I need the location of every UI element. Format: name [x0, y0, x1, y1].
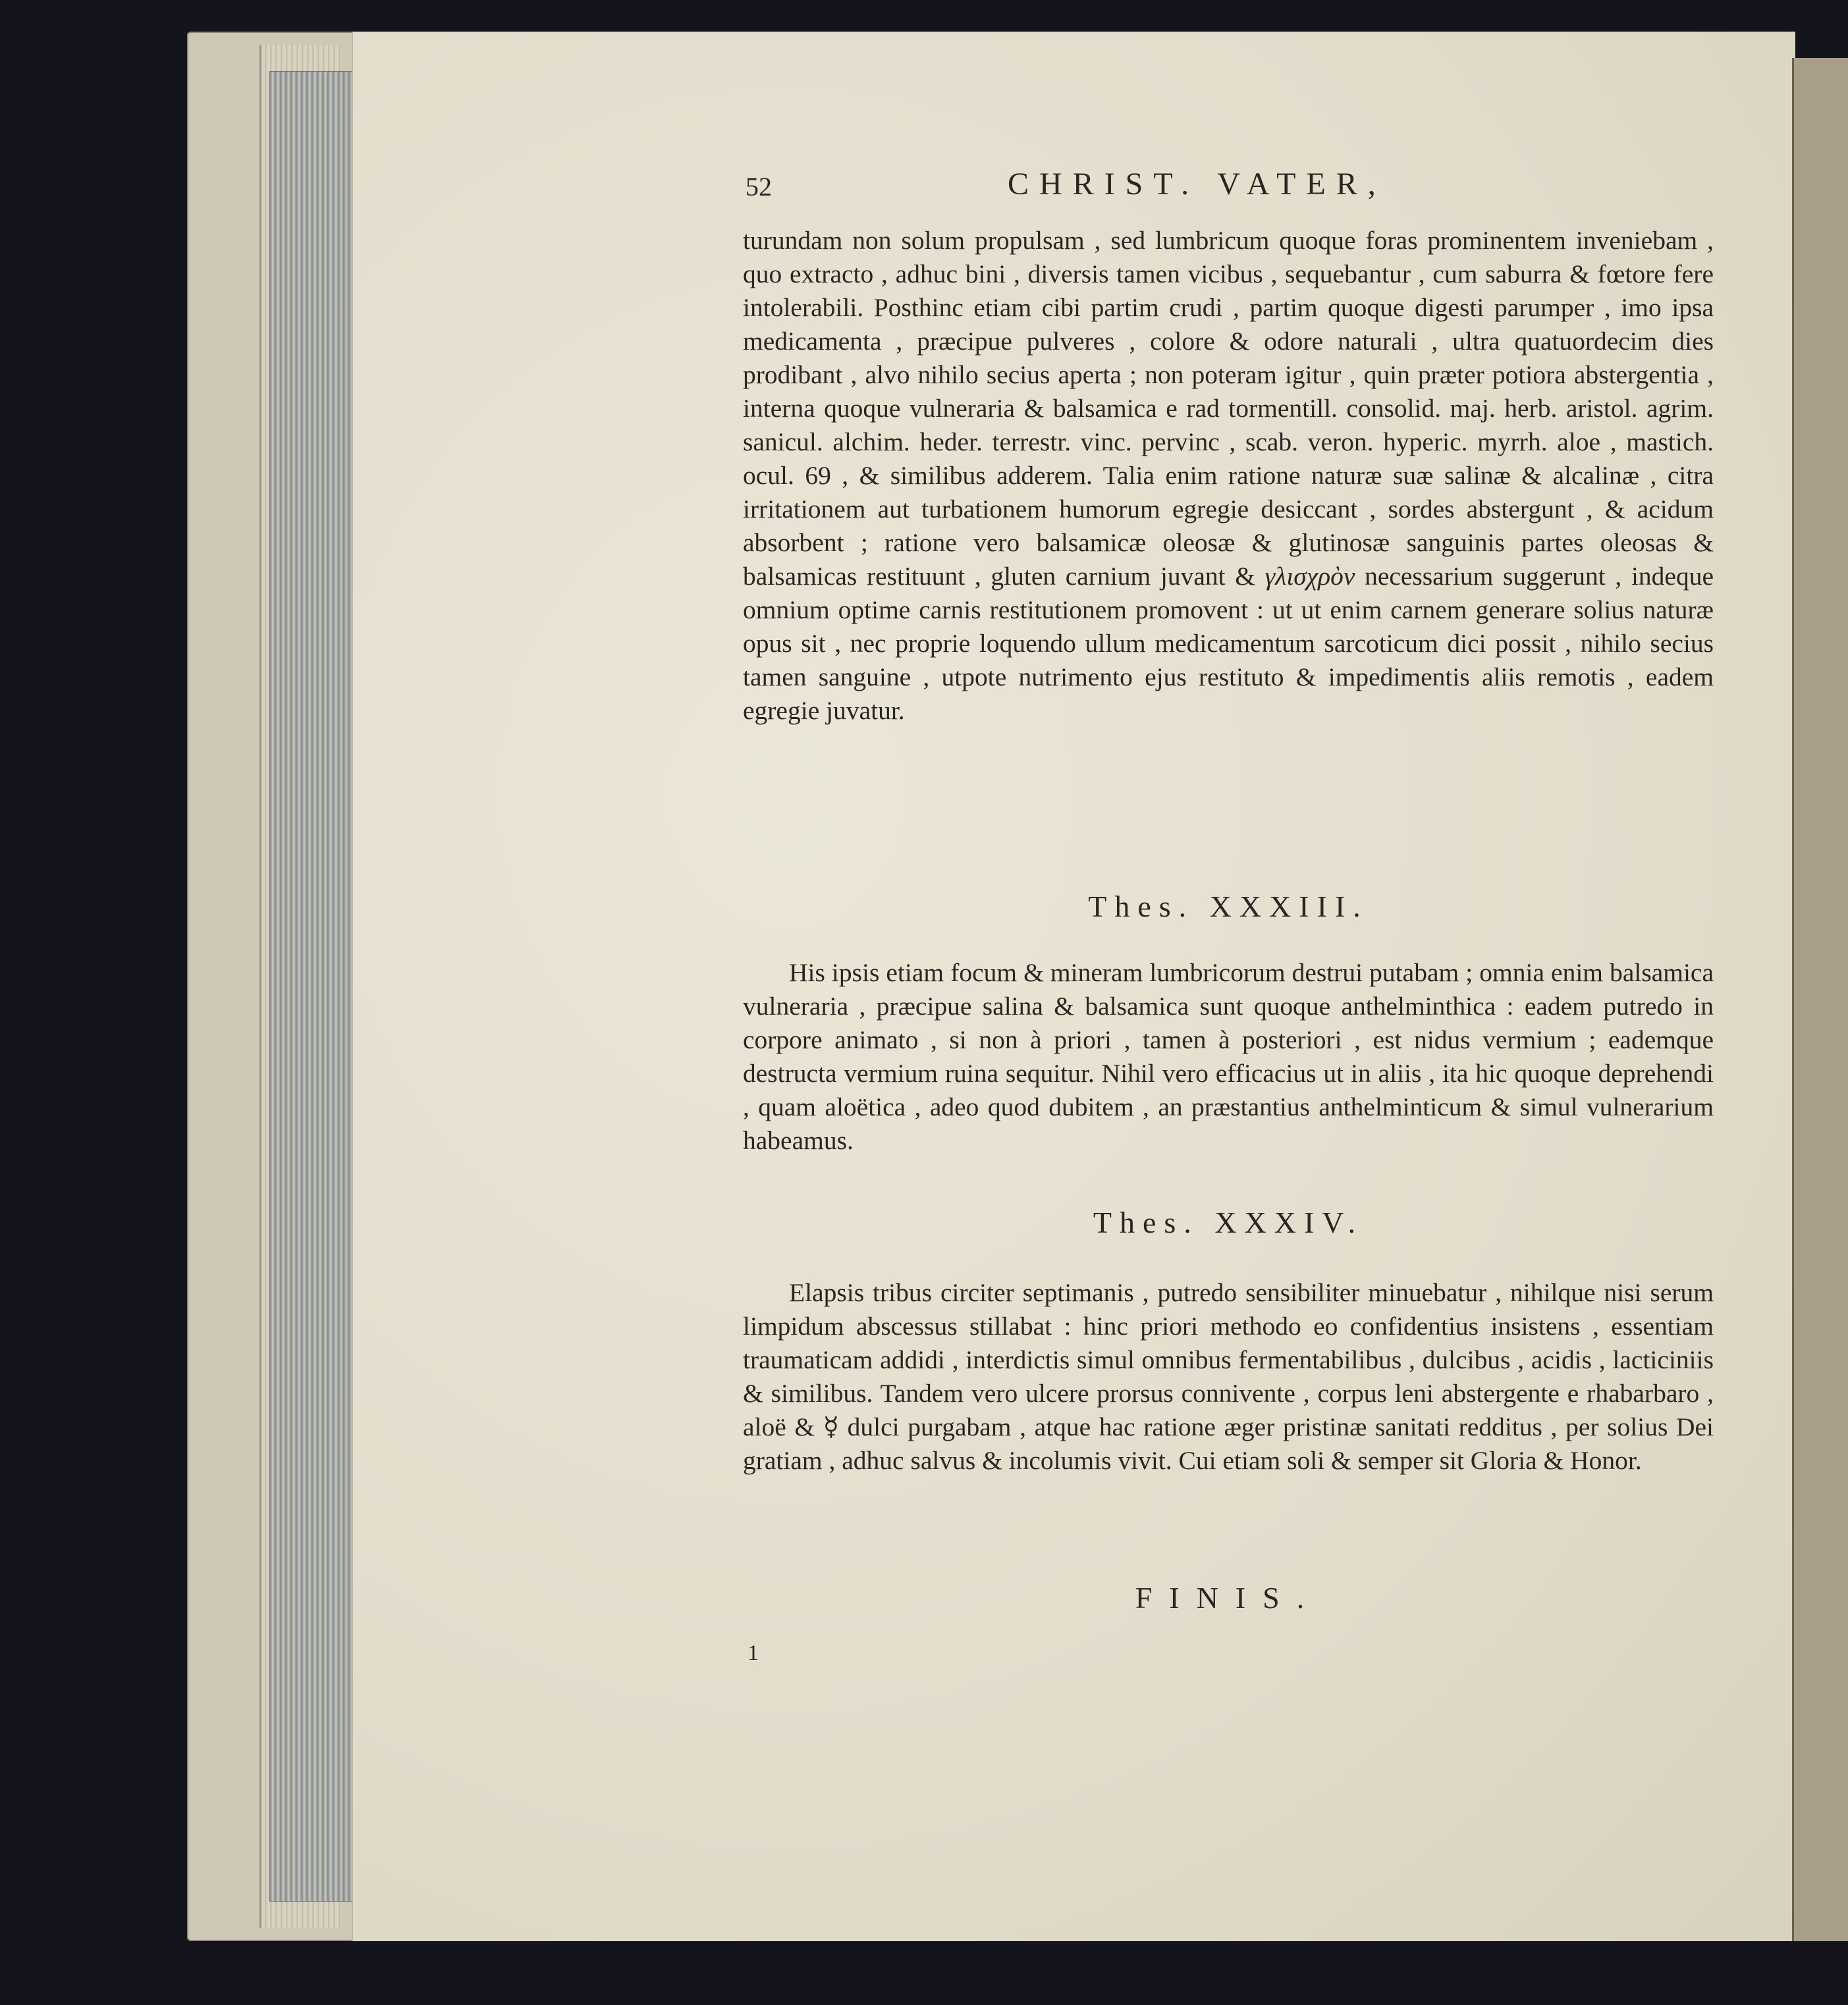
finis-heading: FINIS.	[1135, 1581, 1322, 1615]
section-heading-xxxiv: Thes. XXXIV.	[1093, 1206, 1364, 1239]
paragraph-2	[743, 956, 1714, 1158]
facing-page-edge	[1792, 58, 1848, 1941]
signature-mark: 1	[747, 1641, 759, 1665]
section-heading-xxxiii: Thes. XXXIII.	[1088, 890, 1369, 923]
greek-word: γλισχρὸν	[1264, 562, 1355, 591]
paragraph-3	[743, 1276, 1714, 1478]
page-content	[573, 151, 1714, 1665]
page-number: 52	[746, 172, 772, 201]
paragraph-2-text: His ipsis etiam focum & mineram lumbricorum destrui putabam ; omnia enim balsamica vulneraria , præcipue salina & balsamica sunt quoque anthelminthica : eadem putredo in corpore animato , si non à priori , tamen à posteriori , est nidus vermium ; eademque destructa vermium ruina sequitur. Nihil vero efficacius ut in aliis , ita hic quoque deprehendi , quam aloëtica , adeo quod dubitem , an præstantius anthelminticum & simul vulnerarium habeamus.	[743, 958, 1714, 1155]
paragraph-3-text: Elapsis tribus circiter septimanis , putredo sensibiliter minuebatur , nihilque nisi serum limpidum abscessus stillabat : hinc priori methodo eo confidentius insistens , essentiam traumaticam addidi , interdictis simul omnibus fermentabilibus , dulcibus , acidis , lacticiniis & similibus. Tandem vero ulcere prorsus connivente , corpus leni abstergente e rhabarbaro , aloë & ☿ dulci purgabam , atque hac ratione æger pristinæ sanitati redditus , per solius Dei gratiam , adhuc salvus & incolumis vivit. Cui etiam soli & semper sit Gloria & Honor.	[743, 1278, 1714, 1475]
paragraph-1-end: necessarium suggerunt , indeque omnium optime carnis restitutionem promovent : ut ut enim carnem generare solius naturæ opus sit , nec proprie loquendo ullum medicamentum sarcoticum dici possit , nihilo secius tamen sanguine , utpote nutrimento ejus restituto & impedimentis aliis remotis , eadem egregie juvatur.	[743, 562, 1714, 725]
paragraph-1	[743, 224, 1714, 728]
paragraph-1-main: turundam non solum propulsam , sed lumbricum quoque foras prominentem inveniebam , quo extracto , adhuc bini , diversis tamen vicibus , sequebantur , cum saburra & fœtore fere intolerabili. Posthinc etiam cibi partim crudi , partim quoque digesti parumper , imo ipsa medicamenta , præcipue pulveres , colore & odore naturali , ultra quatuordecim dies prodibant , alvo nihilo secius aperta ; non poteram igitur , quin præter potiora abstergentia , interna quoque vulneraria & balsamica e rad tormentill. consolid. maj. herb. aristol. agrim. sanicul. alchim. heder. terrestr. vinc. pervinc , scab. veron. hyperic. myrrh. aloe , mastich. ocul. 69 , & similibus adderem. Talia enim ratione naturæ suæ salinæ & alcalinæ , citra irritationem aut turbationem humorum egregie desiccant , sordes abstergunt , & acidum absorbent ; ratione vero balsamicæ oleosæ & glutinosæ sanguinis partes oleosas & balsamicas restituunt , gluten carnium juvant &	[743, 226, 1714, 591]
running-title: CHRIST. VATER,	[1008, 167, 1386, 201]
page-header	[573, 151, 1693, 211]
paragraph-1-text	[743, 224, 1714, 728]
page-edge-sprinkled	[269, 71, 362, 1902]
